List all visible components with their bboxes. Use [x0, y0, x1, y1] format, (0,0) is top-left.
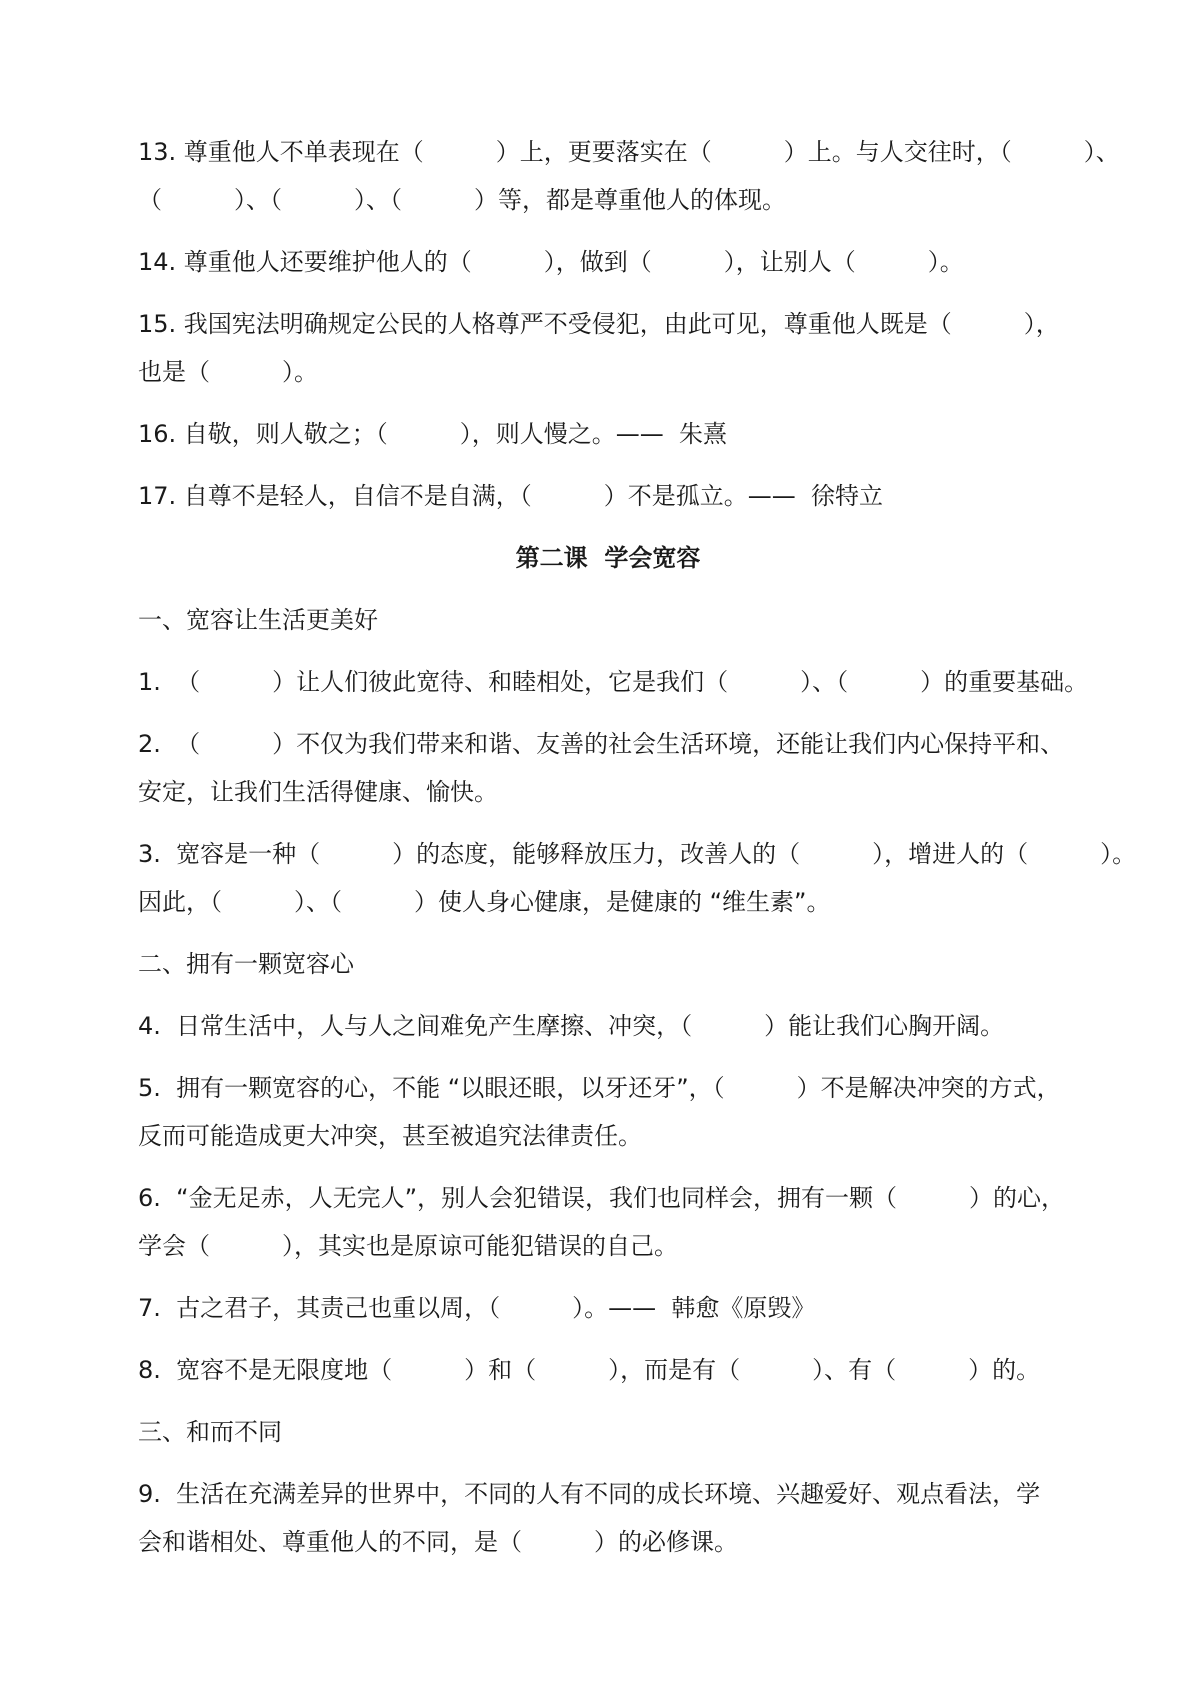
- question-item: [138, 1002, 1078, 1050]
- question-item: [138, 300, 1078, 396]
- question-text: 15. 我国宪法明确规定公民的人格尊严不受侵犯，由此可见，尊重他人既是（ ），: [138, 310, 1060, 338]
- question-item: [138, 128, 1120, 224]
- question-item: [138, 1470, 1078, 1566]
- section-heading-3: 三、和而不同: [138, 1418, 282, 1446]
- question-text: 反而可能造成更大冲突，甚至被追究法律责任。: [138, 1122, 642, 1150]
- question-text: 7. 古之君子，其责己也重以周，（ ）。—— 韩愈《原毁》: [138, 1294, 816, 1322]
- question-text: 3. 宽容是一种（ ）的态度，能够释放压力，改善人的（ ），增进人的（ ）。: [138, 840, 1137, 868]
- question-text: 也是（ ）。: [138, 358, 318, 386]
- question-group-section-3: [138, 1470, 1078, 1580]
- question-group-section-1: [138, 658, 1137, 940]
- question-item: [138, 1064, 1078, 1160]
- section-heading-2: 二、拥有一颗宽容心: [138, 950, 354, 978]
- question-item: [138, 472, 1078, 520]
- question-text: 17. 自尊不是轻人，自信不是自满，（ ）不是孤立。—— 徐特立: [138, 482, 884, 510]
- question-item: [138, 1284, 1078, 1332]
- question-text: 8. 宽容不是无限度地（ ）和（ ），而是有（ ）、有（ ）的。: [138, 1356, 1041, 1384]
- question-text: 1. （ ）让人们彼此宽待、和睦相处，它是我们（ ）、（ ）的重要基础。: [138, 668, 1089, 696]
- question-item: [138, 1174, 1078, 1270]
- section-heading-1: 一、宽容让生活更美好: [138, 606, 378, 634]
- question-text: 6. “金无足赤，人无完人”，别人会犯错误，我们也同样会，拥有一颗（ ）的心，: [138, 1184, 1066, 1212]
- question-text: 因此，（ ）、（ ）使人身心健康，是健康的 “维生素”。: [138, 888, 831, 916]
- question-text: 学会（ ），其实也是原谅可能犯错误的自己。: [138, 1232, 678, 1260]
- question-text: 5. 拥有一颗宽容的心，不能 “以眼还眼，以牙还牙”，（ ）不是解决冲突的方式，: [138, 1074, 1061, 1102]
- question-item: [138, 410, 1078, 458]
- question-text: 14. 尊重他人还要维护他人的（ ），做到（ ），让别人（ ）。: [138, 248, 964, 276]
- question-text: 9. 生活在充满差异的世界中，不同的人有不同的成长环境、兴趣爱好、观点看法，学: [138, 1480, 1041, 1508]
- question-text: 会和谐相处、尊重他人的不同，是（ ）的必修课。: [138, 1528, 738, 1556]
- question-group-part1: [138, 128, 1120, 534]
- question-item: [138, 238, 1078, 286]
- document-page: [138, 128, 1137, 1580]
- question-text: （ ）、（ ）、（ ）等，都是尊重他人的体现。: [138, 186, 786, 214]
- question-item: [138, 1346, 1078, 1394]
- question-text: 16. 自敬，则人敬之；（ ），则人慢之。—— 朱熹: [138, 420, 728, 448]
- question-group-section-2: [138, 1002, 1078, 1408]
- question-text: 4. 日常生活中，人与人之间难免产生摩擦、冲突，（ ）能让我们心胸开阔。: [138, 1012, 1005, 1040]
- question-text: 13. 尊重他人不单表现在（ ）上，更要落实在（ ）上。与人交往时，（ ）、: [138, 138, 1120, 166]
- question-text: 安定，让我们生活得健康、愉快。: [138, 778, 498, 806]
- question-item: [138, 720, 1078, 816]
- question-text: 2. （ ）不仅为我们带来和谐、友善的社会生活环境，还能让我们内心保持平和、: [138, 730, 1065, 758]
- question-item: [138, 830, 1137, 926]
- question-item: [138, 658, 1089, 706]
- lesson-title: 第二课 学会宽容: [515, 544, 701, 572]
